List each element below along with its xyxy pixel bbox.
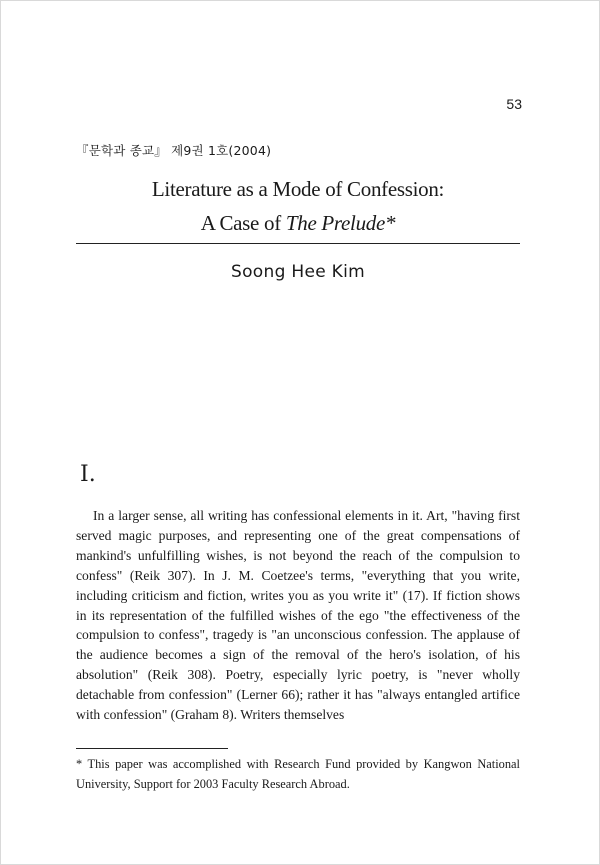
author-name: Soong Hee Kim bbox=[231, 262, 365, 282]
article-title bbox=[76, 172, 520, 240]
page-number: 53 bbox=[506, 96, 522, 112]
journal-reference: 『문학과 종교』 제9권 1호(2004) bbox=[76, 143, 272, 158]
title-line-2-prefix: A Case of bbox=[200, 211, 286, 235]
title-line-2 bbox=[76, 206, 520, 240]
section-heading: I. bbox=[80, 462, 96, 487]
footnote: * This paper was accomplished with Research Fund provided by Kangwon National University, Support for 2003 Faculty Research Abroad. bbox=[76, 757, 520, 791]
title-line-1: Literature as a Mode of Confession: bbox=[151, 177, 445, 201]
title-work-name: The Prelude* bbox=[285, 211, 396, 235]
title-divider bbox=[76, 243, 520, 244]
body-paragraph: In a larger sense, all writing has confessional elements in it. Art, "having first served magic purposes, and representing one of the great compensations of mankind's unfulfilling wishes, is not beyond the reach of the compulsion to confess" (Reik 307). In J. M. Coetzee's terms, "everything that you write, including criticism and fiction, writes you as you write it" (17). If fiction shows in its representation of the fulfilled wishes of the ego "the effectiveness of the compulsion to confess", tragedy is "an unconscious confession. The applause of the audience becomes a sign of the removal of the hero's isolation, of his absolution" (Reik 308). Poetry, especially lyric poetry, is "never wholly detachable from confession" (Lerner 66); rather it has "always entangled artifice with confession" (Graham 8). Writers themselves bbox=[76, 508, 520, 723]
footnote-divider bbox=[76, 748, 228, 749]
